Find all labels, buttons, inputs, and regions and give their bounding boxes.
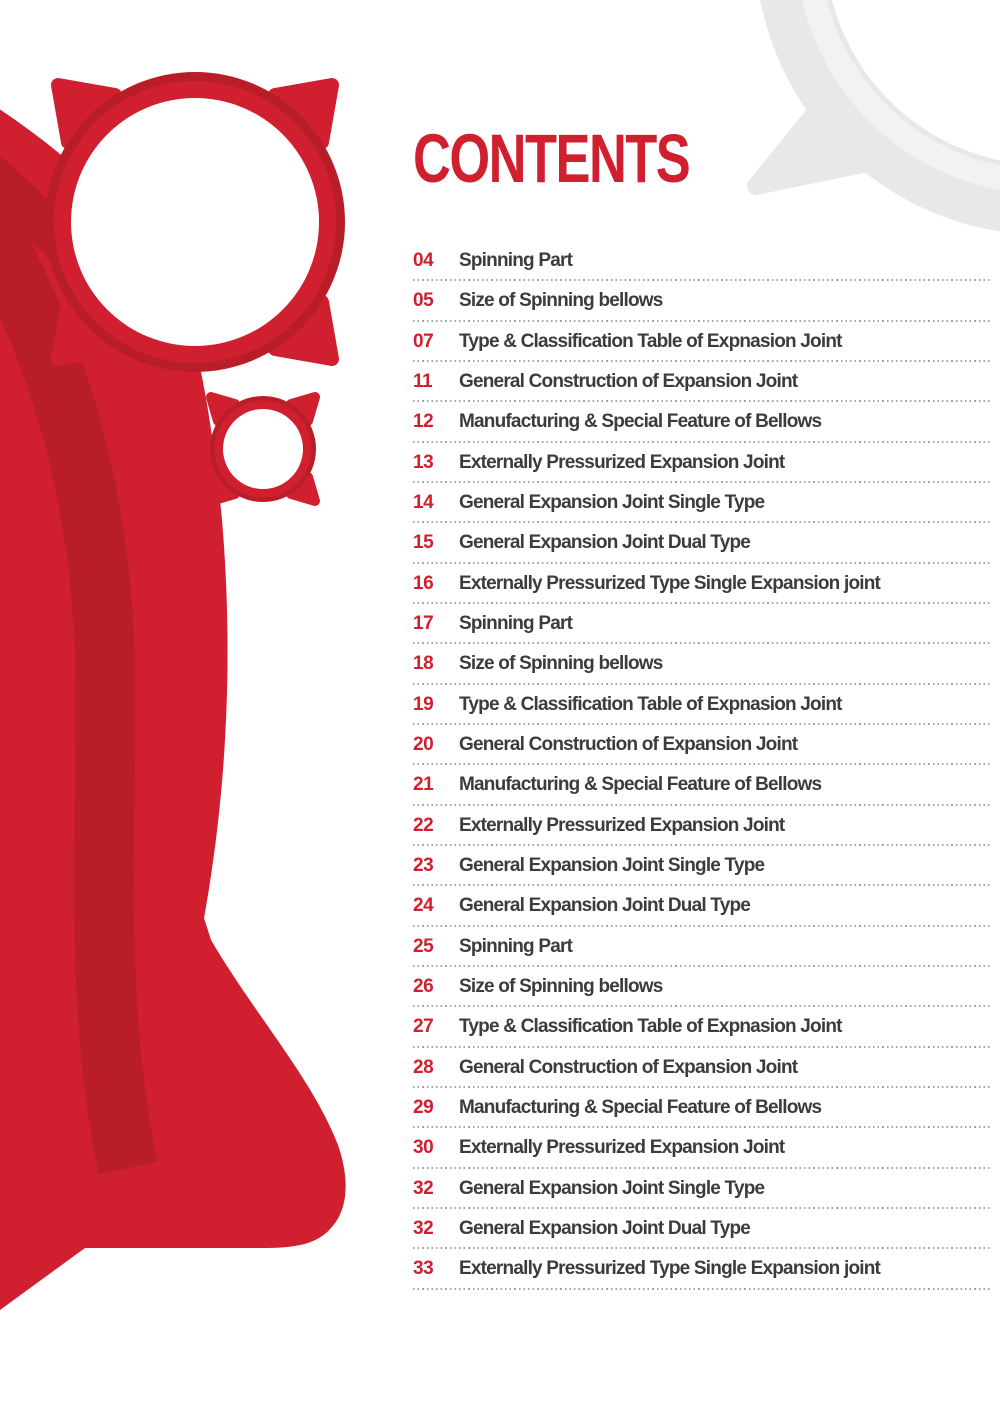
- toc-entry-title: General Construction of Expansion Joint: [459, 734, 798, 756]
- toc-row[interactable]: [413, 564, 990, 604]
- toc-row[interactable]: [413, 806, 990, 846]
- toc-row[interactable]: [413, 846, 990, 886]
- toc-entry-title: Manufacturing & Special Feature of Bellows: [459, 774, 822, 796]
- toc-page-number: 19: [413, 693, 434, 715]
- toc-entry-title: Externally Pressurized Type Single Expansion joint: [459, 572, 881, 594]
- toc-row[interactable]: [413, 765, 990, 805]
- toc-entry-title: General Construction of Expansion Joint: [459, 1056, 798, 1078]
- toc-row[interactable]: [413, 886, 990, 926]
- toc-entry-title: General Expansion Joint Dual Type: [459, 1218, 751, 1240]
- toc-row[interactable]: [413, 483, 990, 523]
- toc-page-number: 20: [413, 734, 434, 756]
- toc-page-number: 29: [413, 1097, 434, 1119]
- toc-row[interactable]: [413, 685, 990, 725]
- toc-entry-title: General Expansion Joint Single Type: [459, 1177, 765, 1199]
- toc-page-number: 25: [413, 935, 434, 957]
- toc-row[interactable]: [413, 604, 990, 644]
- toc-page-number: 11: [413, 371, 433, 393]
- toc-entry-title: Size of Spinning bellows: [459, 976, 663, 998]
- toc-row[interactable]: [413, 1048, 990, 1088]
- toc-page-number: 07: [413, 330, 434, 352]
- toc-page-number: 18: [413, 653, 434, 675]
- toc-page-number: 16: [413, 572, 434, 594]
- page-title: CONTENTS: [413, 120, 690, 197]
- toc-entry-title: Manufacturing & Special Feature of Bellows: [459, 1097, 822, 1119]
- toc-row[interactable]: [413, 241, 990, 281]
- toc-entry-title: Spinning Part: [459, 250, 573, 272]
- toc-row[interactable]: [413, 443, 990, 483]
- toc-entry-title: Type & Classification Table of Expnasion Joint: [459, 693, 842, 715]
- toc-row[interactable]: [413, 523, 990, 563]
- toc-row[interactable]: [413, 322, 990, 362]
- toc-entry-title: Size of Spinning bellows: [459, 653, 663, 675]
- toc-page-number: 13: [413, 451, 434, 473]
- toc-page-number: 05: [413, 290, 434, 312]
- toc-entry-title: General Expansion Joint Dual Type: [459, 532, 751, 554]
- toc-page-number: 30: [413, 1137, 434, 1159]
- toc-entry-title: General Expansion Joint Single Type: [459, 855, 765, 877]
- toc-row[interactable]: [413, 362, 990, 402]
- toc-entry-title: Externally Pressurized Expansion Joint: [459, 451, 785, 473]
- toc-row[interactable]: [413, 725, 990, 765]
- toc-row[interactable]: [413, 281, 990, 321]
- toc-list: [413, 241, 990, 1290]
- toc-entry-title: Externally Pressurized Expansion Joint: [459, 814, 785, 836]
- toc-row[interactable]: [413, 1209, 990, 1249]
- toc-entry-title: Type & Classification Table of Expnasion Joint: [459, 1016, 842, 1038]
- small-bellows-ring-icon: [210, 396, 316, 502]
- gray-bellows-ring-icon: [756, 0, 1000, 200]
- toc-page-number: 15: [413, 532, 434, 554]
- toc-row[interactable]: [413, 402, 990, 442]
- toc-row[interactable]: [413, 1088, 990, 1128]
- large-bellows-ring-icon: [45, 72, 345, 372]
- toc-page-number: 21: [413, 774, 434, 796]
- toc-entry-title: Externally Pressurized Expansion Joint: [459, 1137, 785, 1159]
- toc-entry-title: Manufacturing & Special Feature of Bellows: [459, 411, 822, 433]
- toc-page-number: 04: [413, 250, 434, 272]
- toc-row[interactable]: [413, 1169, 990, 1209]
- toc-page-number: 28: [413, 1056, 434, 1078]
- toc-page-number: 27: [413, 1016, 434, 1038]
- toc-page-number: 23: [413, 855, 434, 877]
- toc-entry-title: Spinning Part: [459, 613, 573, 635]
- toc-entry-title: Spinning Part: [459, 935, 573, 957]
- toc-entry-title: Size of Spinning bellows: [459, 290, 663, 312]
- toc-page-number: 32: [413, 1177, 434, 1199]
- toc-entry-title: Type & Classification Table of Expnasion Joint: [459, 330, 842, 352]
- toc-entry-title: General Construction of Expansion Joint: [459, 371, 798, 393]
- toc-row[interactable]: [413, 927, 990, 967]
- toc-row[interactable]: [413, 967, 990, 1007]
- toc-row[interactable]: [413, 644, 990, 684]
- toc-row[interactable]: [413, 1128, 990, 1168]
- toc-row[interactable]: [413, 1007, 990, 1047]
- toc-page-number: 24: [413, 895, 434, 917]
- toc-page-number: 12: [413, 411, 434, 433]
- toc-entry-title: Externally Pressurized Type Single Expansion joint: [459, 1258, 881, 1280]
- toc-page-number: 32: [413, 1218, 434, 1240]
- toc-page-number: 22: [413, 814, 434, 836]
- toc-page-number: 33: [413, 1258, 434, 1280]
- toc-page-number: 14: [413, 492, 434, 514]
- toc-page-number: 17: [413, 613, 434, 635]
- toc-row[interactable]: [413, 1249, 990, 1289]
- toc-entry-title: General Expansion Joint Single Type: [459, 492, 765, 514]
- toc-page-number: 26: [413, 976, 434, 998]
- toc-entry-title: General Expansion Joint Dual Type: [459, 895, 751, 917]
